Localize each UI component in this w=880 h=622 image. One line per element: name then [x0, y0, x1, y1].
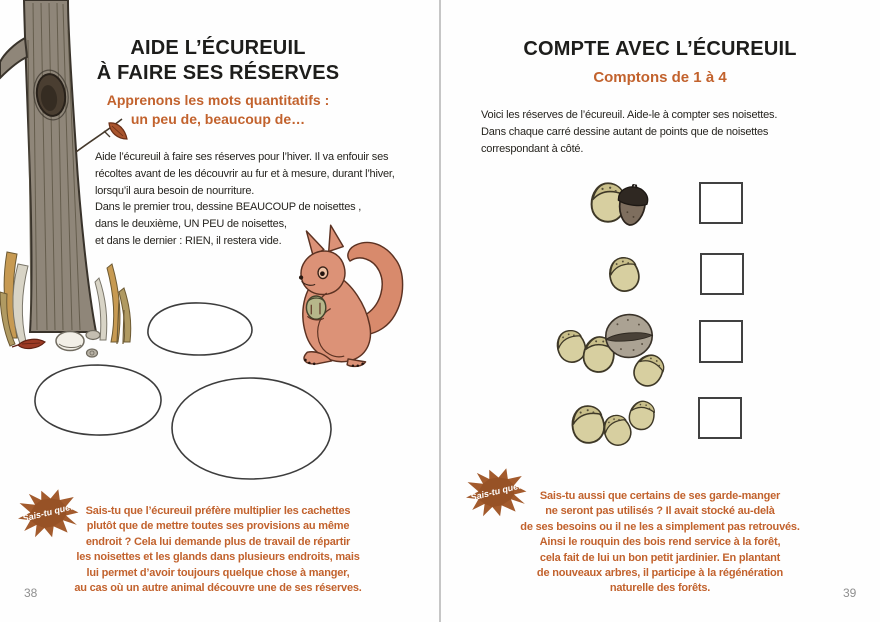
left-page-title [40, 36, 396, 86]
right-page-subtitle: Comptons de 1 à 4 [593, 69, 727, 86]
drawing-hole-1 [148, 303, 252, 355]
squirrel-nose [299, 275, 303, 279]
answer-box-3 [699, 320, 743, 363]
answer-box-2 [700, 253, 744, 295]
left-page-subtitle: Apprenons les mots quantitatifs : un peu de, beaucoup de… [106, 92, 330, 127]
drawing-hole-3 [172, 378, 331, 479]
right-instructions: Voici les réserves de l’écureuil. Aide-le à compter ses noisettes. Dans chaque carré dessine autant de points que de noisettes correspondant à côté. [481, 109, 778, 155]
left-badge-label: Sais-tu que… [21, 500, 80, 524]
left-page-number: 38 [24, 586, 38, 600]
answer-box-4 [698, 397, 742, 439]
right-page-number: 39 [843, 586, 857, 600]
right-fact-text: Sais-tu aussi que certains de ses garde-manger ne seront pas utilisés ? Il avait stocké au-delà de ses besoins ou il ne les a simplement pas retrouvés. Ainsi le rouquin des bois rend service à la forêt, cela fait de lui un bon petit jardinier. En plantant de nouveaux arbres, il participe à la régénération naturelle des forêts. [520, 490, 800, 595]
left-fact-text: Sais-tu que l’écureuil préfère multiplier les cachettes plutôt que de mettre toutes ses provisions au même endroit ? Cela lui demande plus de travail de répartir les noisettes et les glands dans plusieurs endroits, mais lui permet d’avoir toujours quelque chose à manger, au cas où un autre animal découvre une de ses réserves. [74, 505, 362, 595]
right-page-title: COMPTE AVEC L’ÉCUREUIL [523, 38, 797, 60]
right-badge-label: Sais-tu que… [469, 479, 528, 503]
left-title-line1: AIDE L’ÉCUREUIL [130, 37, 306, 59]
acorn-icon [609, 181, 655, 232]
answer-box-1 [699, 182, 743, 224]
hazelnut-icon [599, 250, 649, 299]
left-task-paragraph: Dans le premier trou, dessine BEAUCOUP de noisettes , dans le deuxième, UN PEU de noisettes, et dans le dernier : RIEN, il restera vide. [95, 201, 362, 247]
left-title-line2: À FAIRE SES RÉSERVES [96, 62, 340, 84]
drawing-holes [20, 290, 350, 495]
drawing-hole-2 [35, 365, 161, 435]
left-intro-paragraph: Aide l’écureuil à faire ses réserves pour l’hiver. Il va enfouir ses récoltes avant de les découvrir au fur et à mesure, durant l’hiver, lorsqu’il aura besoin de nourriture. [95, 151, 395, 197]
page-fold [439, 0, 441, 622]
